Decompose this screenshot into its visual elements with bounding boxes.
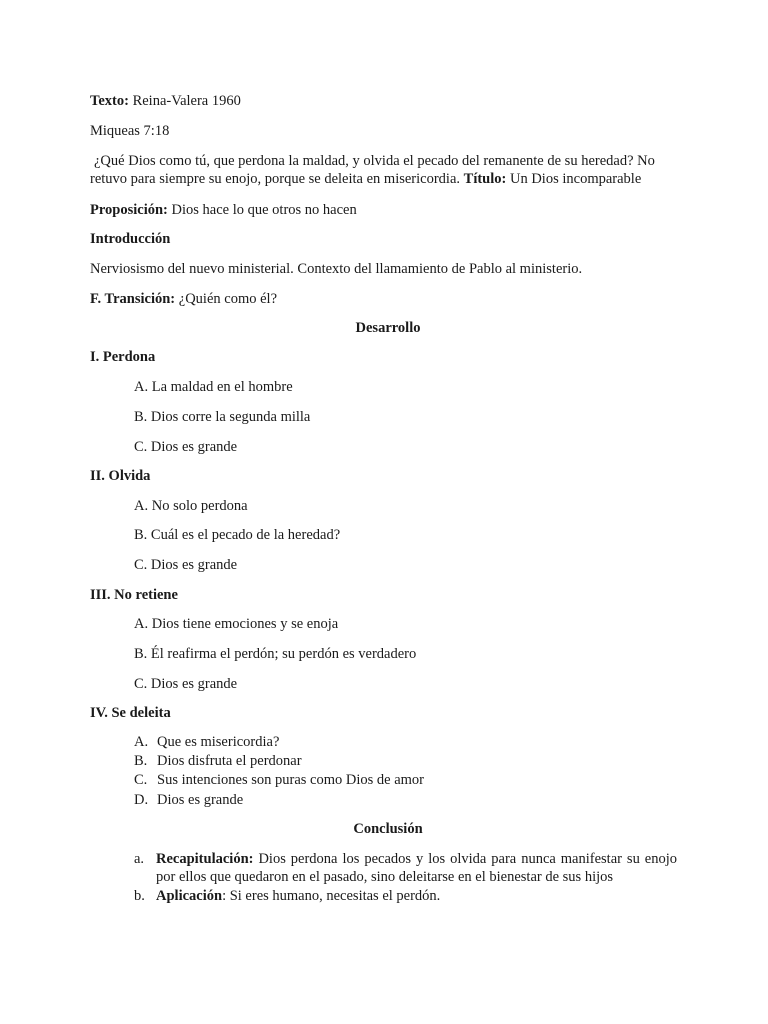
verse-text: ¿Qué Dios como tú, que perdona la maldad, y olvida el pecado del remanente de su heredad? No retuvo para siempre su enojo, porque se deleita en misericordia. — [90, 153, 655, 187]
titulo-label: Título: — [463, 171, 507, 187]
aplicacion-label: Aplicación — [156, 888, 223, 904]
proposicion-line — [90, 201, 676, 219]
outline-item: A. Que es misericordia? — [134, 734, 280, 750]
reference: Miqueas 7:18 — [90, 123, 170, 139]
transicion-value: ¿Quién como él? — [178, 291, 278, 307]
outline-item: C. Dios es grande — [134, 676, 238, 692]
proposicion-value: Dios hace lo que otros no hacen — [171, 202, 357, 218]
outline-item: A. Dios tiene emociones y se enoja — [134, 616, 339, 632]
introduccion-heading: Introducción — [90, 231, 171, 247]
desarrollo-heading: Desarrollo — [355, 320, 421, 336]
conclusion-item: a. Recapitulación: Dios perdona los pecados y los olvida para nunca manifestar su enojo por ellos que quedaron en el pasado, sino deleitarse en el bienestar de sus hijos — [134, 851, 677, 885]
texto-value: Reina-Valera 1960 — [132, 93, 241, 109]
conclusion-item: b. Aplicación: Si eres humano, necesitas el perdón. — [134, 888, 441, 904]
outline-item: B. Dios corre la segunda milla — [134, 409, 311, 425]
section-heading: III. No retiene — [90, 587, 178, 603]
outline-item: B. Dios disfruta el perdonar — [134, 753, 302, 769]
transicion-line — [90, 290, 676, 308]
introduccion-text: Nerviosismo del nuevo ministerial. Contexto del llamamiento de Pablo al ministerio. — [90, 261, 583, 277]
outline-item: A. No solo perdona — [134, 498, 248, 514]
texto-label: Texto: — [90, 93, 129, 109]
outline-item: C. Dios es grande — [134, 439, 238, 455]
verse-paragraph — [90, 152, 676, 188]
conclusion-heading: Conclusión — [353, 821, 423, 837]
outline-item: B. Cuál es el pecado de la heredad? — [134, 527, 341, 543]
outline-item: C. Dios es grande — [134, 557, 238, 573]
outline-item: B. Él reafirma el perdón; su perdón es verdadero — [134, 646, 417, 662]
recapitulacion-label: Recapitulación: — [156, 851, 254, 867]
section-heading: I. Perdona — [90, 349, 156, 365]
texto-line — [90, 92, 676, 110]
outline-item: D. Dios es grande — [134, 792, 244, 808]
section-heading: IV. Se deleita — [90, 705, 171, 721]
proposicion-label: Proposición: — [90, 202, 168, 218]
outline-item: A. La maldad en el hombre — [134, 379, 293, 395]
outline-item: C. Sus intenciones son puras como Dios de amor — [134, 772, 425, 788]
section-heading: II. Olvida — [90, 468, 151, 484]
transicion-label: F. Transición: — [90, 291, 176, 307]
titulo-value: Un Dios incomparable — [509, 171, 642, 187]
